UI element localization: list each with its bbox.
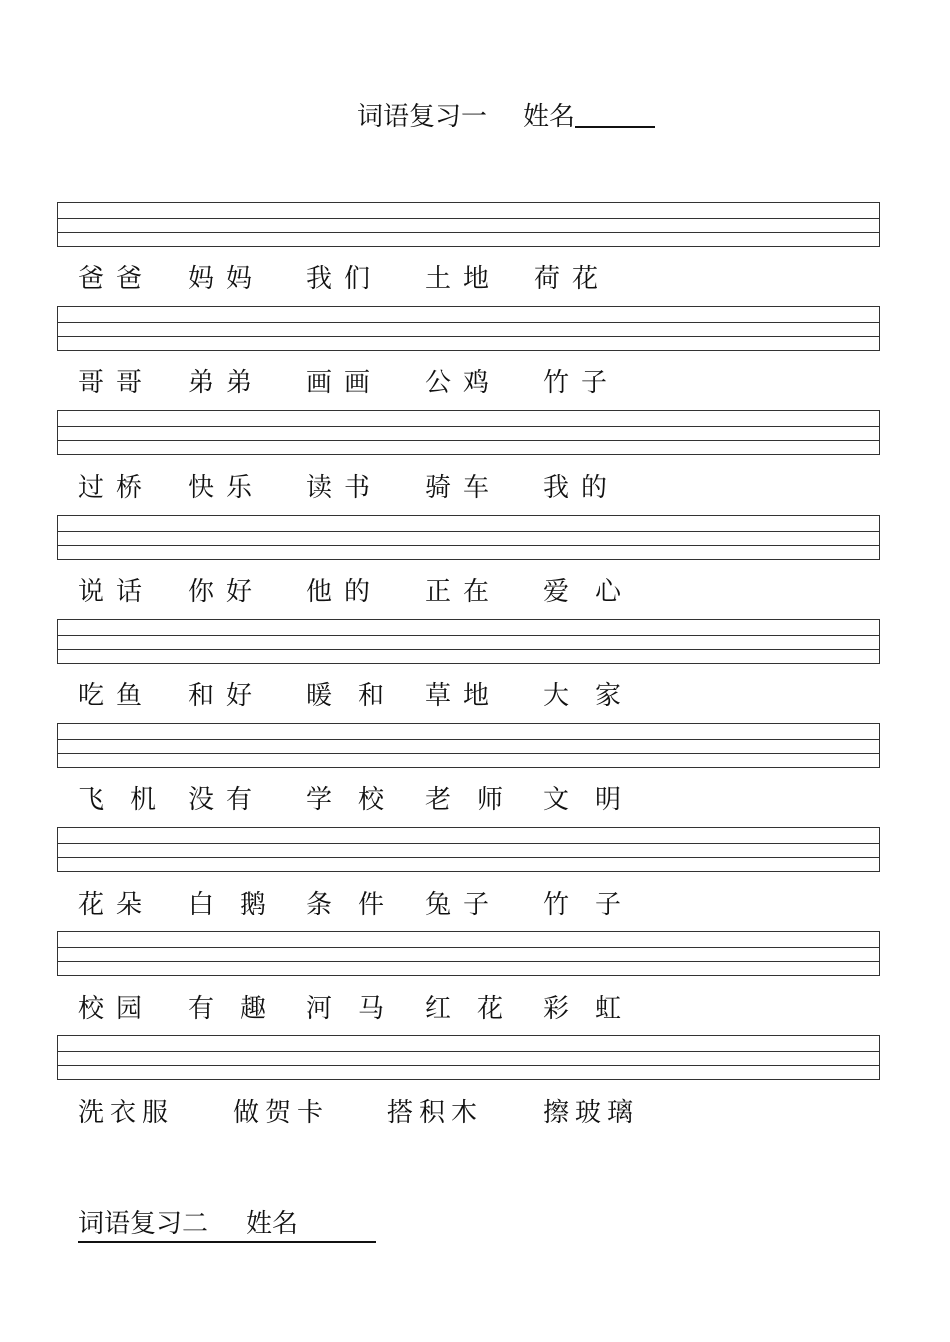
- worksheet-title: 词语复习一: [357, 102, 488, 132]
- word: 彩虹: [543, 994, 648, 1024]
- word: 吃鱼: [78, 681, 155, 711]
- word: 花朵: [78, 890, 155, 920]
- word: 和好: [188, 681, 265, 711]
- word: 大家: [543, 681, 648, 711]
- word: 搭积木: [387, 1098, 484, 1128]
- section-two-title: [78, 1207, 376, 1243]
- word: 快乐: [188, 473, 265, 503]
- section-two-heading: 词语复习二: [78, 1209, 209, 1239]
- word: 老师: [425, 785, 530, 815]
- word: 过桥: [78, 473, 155, 503]
- word: 正在: [425, 577, 502, 607]
- word: 荷花: [534, 264, 611, 294]
- word: 读书: [306, 473, 383, 503]
- word: 条件: [306, 890, 411, 920]
- word: 文明: [543, 785, 648, 815]
- writing-lines[interactable]: [57, 723, 880, 768]
- writing-lines[interactable]: [57, 410, 880, 455]
- word: 爸爸: [78, 264, 155, 294]
- word: 兔子: [425, 890, 502, 920]
- word: 有趣: [188, 994, 293, 1024]
- word: 骑车: [425, 473, 502, 503]
- writing-lines[interactable]: [57, 515, 880, 560]
- word: 学校: [306, 785, 411, 815]
- writing-lines[interactable]: [57, 306, 880, 351]
- word: 说话: [78, 577, 155, 607]
- writing-lines[interactable]: [57, 1035, 880, 1080]
- name-blank[interactable]: [575, 100, 655, 128]
- word: 白鹅: [188, 890, 293, 920]
- word: 没有: [188, 785, 265, 815]
- word: 竹子: [543, 890, 648, 920]
- page-title: [357, 100, 655, 134]
- word: 妈妈: [188, 264, 265, 294]
- word: 暖和: [306, 681, 411, 711]
- word: 我的: [543, 473, 620, 503]
- word: 他的: [306, 577, 383, 607]
- word: 校园: [78, 994, 155, 1024]
- word: 弟弟: [188, 368, 265, 398]
- section-two-name-label: 姓名: [246, 1209, 299, 1239]
- word: 我们: [306, 264, 383, 294]
- writing-lines[interactable]: [57, 202, 880, 247]
- word: 土地: [425, 264, 502, 294]
- word: 擦玻璃: [543, 1098, 640, 1128]
- word: 做贺卡: [233, 1098, 330, 1128]
- word: 红花: [425, 994, 530, 1024]
- writing-lines[interactable]: [57, 619, 880, 664]
- word: 草地: [425, 681, 502, 711]
- word: 洗衣服: [78, 1098, 175, 1128]
- writing-lines[interactable]: [57, 827, 880, 872]
- word: 画画: [306, 368, 383, 398]
- word: 爱心: [543, 577, 648, 607]
- word: 飞机: [78, 785, 183, 815]
- word: 哥哥: [78, 368, 155, 398]
- word: 河马: [306, 994, 411, 1024]
- word: 竹子: [543, 368, 620, 398]
- word: 公鸡: [425, 368, 502, 398]
- writing-lines[interactable]: [57, 931, 880, 976]
- name-label: 姓名: [523, 102, 576, 132]
- word: 你好: [188, 577, 265, 607]
